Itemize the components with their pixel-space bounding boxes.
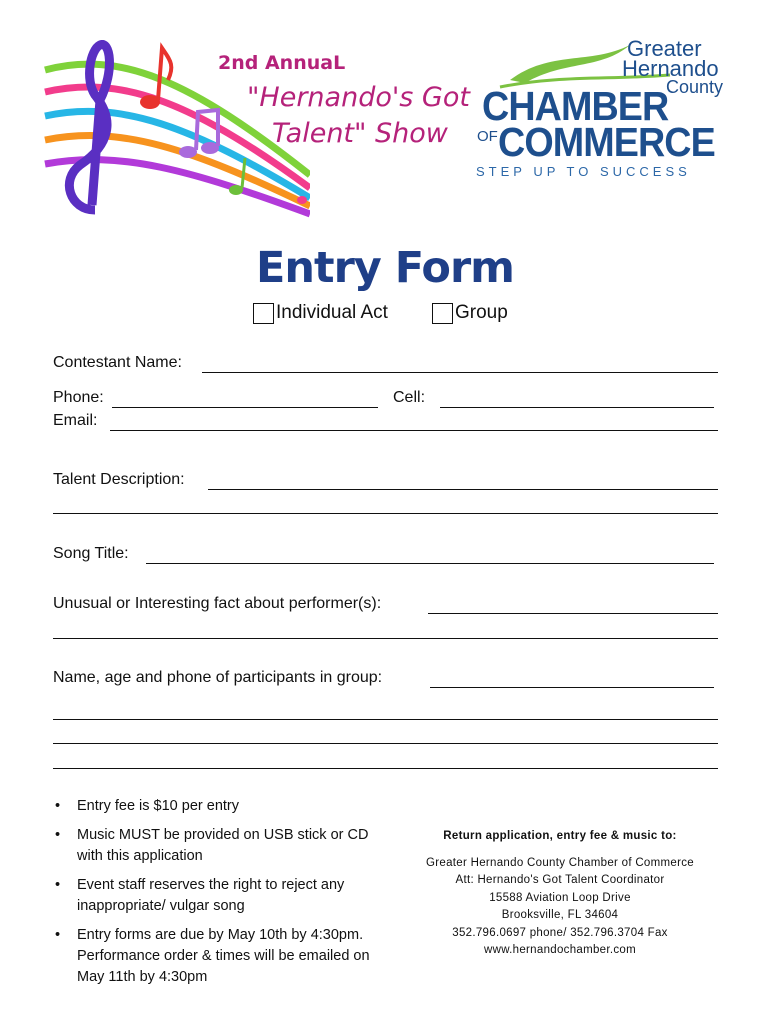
talent-description-line[interactable] (208, 489, 718, 490)
checkbox-group-label: Group (455, 302, 508, 323)
checkbox-square[interactable] (432, 303, 453, 324)
form-title: Entry Form (256, 243, 514, 293)
email-line[interactable] (110, 430, 718, 431)
logo-commerce: COMMERCE (498, 119, 715, 165)
return-address-block (400, 828, 720, 960)
return-org: Greater Hernando County Chamber of Commerce (426, 856, 694, 869)
annual-label: 2nd AnnuaL (218, 52, 346, 74)
show-title-line2: Talent" Show (272, 118, 448, 149)
cell-line[interactable] (440, 407, 714, 408)
phone-line[interactable] (112, 407, 378, 408)
return-website[interactable]: www.hernandochamber.com (483, 944, 636, 956)
return-street: 15588 Aviation Loop Drive (489, 891, 631, 904)
checkbox-individual-label: Individual Act (276, 302, 388, 323)
return-city: Brooksville, FL 34604 (501, 909, 619, 921)
logo-chamber: CHAMBER (482, 83, 669, 129)
return-heading: Return application, entry fee & music to: (443, 830, 677, 842)
return-phones: 352.796.0697 phone/ 352.796.3704 Fax (452, 926, 668, 939)
unusual-fact-line[interactable] (428, 613, 718, 614)
logo-hernando: Hernando (622, 56, 719, 81)
checkbox-individual-act[interactable] (253, 302, 388, 324)
unusual-fact-line-2[interactable] (53, 638, 718, 639)
participants-line-4[interactable] (53, 768, 718, 769)
song-title-line[interactable] (146, 563, 714, 564)
participants-line-2[interactable] (53, 719, 718, 720)
logo-greater: Greater (627, 36, 702, 61)
checkbox-group[interactable] (432, 302, 508, 324)
show-title-line1: "Hernando's Got (247, 82, 470, 113)
logo-county: County (666, 77, 724, 97)
rule-item: • Entry fee is $10 per entry (53, 796, 373, 817)
song-title-label: Song Title: (53, 545, 129, 562)
talent-description-line-2[interactable] (53, 513, 718, 514)
rule-item: • Event staff reserves the right to reject any inappropriate/ vulgar song (53, 875, 373, 917)
rule-item: • Music MUST be provided on USB stick or CD with this application (53, 825, 373, 867)
participants-label: Name, age and phone of participants in group: (53, 669, 383, 686)
participants-line[interactable] (430, 687, 714, 688)
logo-tagline: STEP UP TO SUCCESS (476, 164, 691, 179)
talent-description-label: Talent Description: (53, 471, 185, 488)
return-attn: Att: Hernando's Got Talent Coordinator (455, 874, 665, 886)
unusual-fact-label: Unusual or Interesting fact about performer(s): (53, 595, 382, 612)
participants-line-3[interactable] (53, 743, 718, 744)
checkbox-square[interactable] (253, 303, 274, 324)
rules-list (53, 796, 373, 996)
cell-label: Cell: (393, 389, 426, 406)
contestant-name-line[interactable] (202, 372, 718, 373)
logo-of: OF (477, 128, 498, 145)
contestant-name-label: Contestant Name: (53, 354, 182, 371)
phone-label: Phone: (53, 389, 104, 406)
rule-item: • Entry forms are due by May 10th by 4:30pm. Performance order & times will be emailed on May 11th by 4:30pm (53, 925, 373, 988)
email-label: Email: (53, 412, 98, 429)
